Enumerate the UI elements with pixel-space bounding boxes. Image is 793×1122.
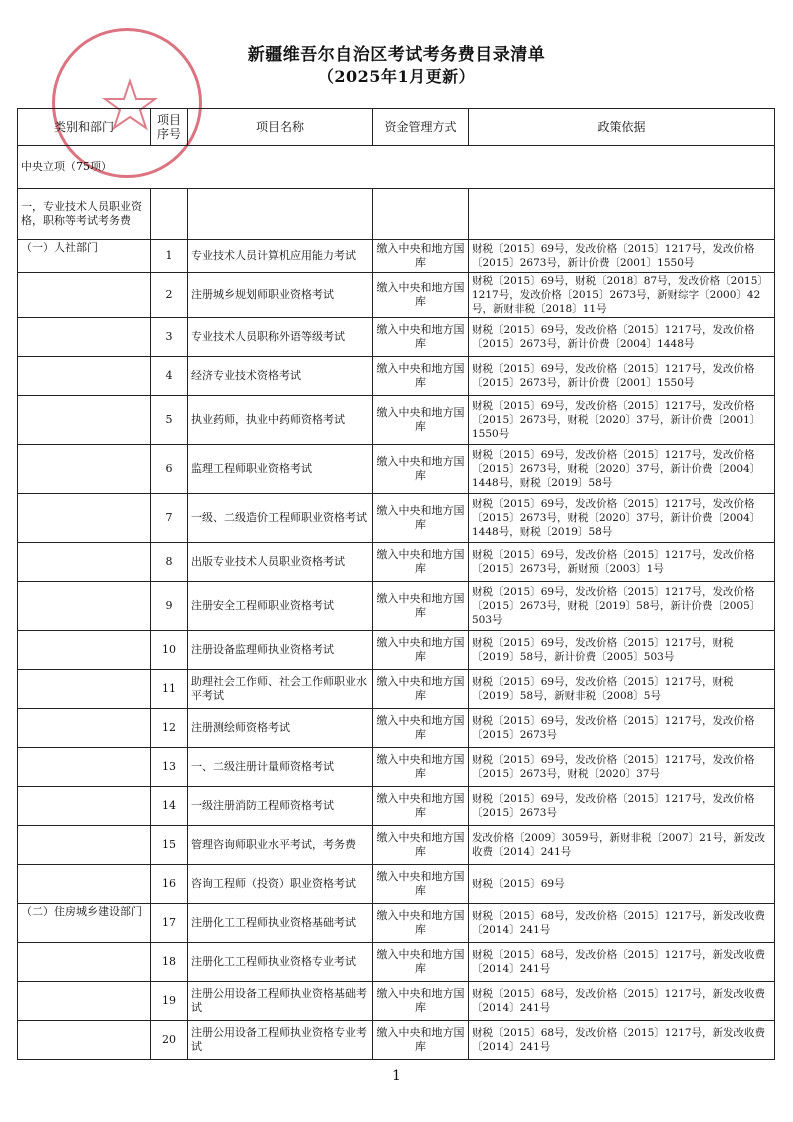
item-name: 专业技术人员职称外语等级考试 xyxy=(188,318,373,357)
table-row xyxy=(18,904,775,943)
page-number: 1 xyxy=(392,1068,401,1084)
fund-management: 缴入中央和地方国库 xyxy=(373,318,469,357)
item-name: 注册城乡规划师职业资格考试 xyxy=(188,273,373,318)
table-row xyxy=(18,709,775,748)
department-cell xyxy=(18,982,151,1021)
fund-management: 缴入中央和地方国库 xyxy=(373,904,469,943)
policy-basis: 财税〔2015〕69号，财税〔2018〕87号，发改价格〔2015〕1217号，发改价格〔2015〕2673号，新财综字〔2000〕42号，新财非税〔2018〕11号 xyxy=(469,273,775,318)
item-name: 注册安全工程师职业资格考试 xyxy=(188,582,373,631)
item-name: 注册公用设备工程师执业资格专业考试 xyxy=(188,1021,373,1060)
policy-basis: 财税〔2015〕69号，发改价格〔2015〕1217号，发改价格〔2015〕2673号，财税〔2020〕37号，新计价费〔2001〕1550号 xyxy=(469,396,775,445)
fund-management: 缴入中央和地方国库 xyxy=(373,709,469,748)
fund-management: 缴入中央和地方国库 xyxy=(373,982,469,1021)
department-cell xyxy=(18,943,151,982)
table-row xyxy=(18,748,775,787)
section-row xyxy=(18,146,775,189)
item-number: 1 xyxy=(151,240,188,273)
item-name: 注册公用设备工程师执业资格基础考试 xyxy=(188,982,373,1021)
item-number: 2 xyxy=(151,273,188,318)
table-row xyxy=(18,1021,775,1060)
fee-catalog-table xyxy=(17,108,775,1060)
department-cell xyxy=(18,631,151,670)
item-number: 6 xyxy=(151,445,188,494)
column-header: 政策依据 xyxy=(469,109,775,146)
policy-basis: 财税〔2015〕69号，发改价格〔2015〕1217号，发改价格〔2015〕2673号，新计价费〔2004〕1448号 xyxy=(469,318,775,357)
item-number: 3 xyxy=(151,318,188,357)
policy-basis: 财税〔2015〕69号，发改价格〔2015〕1217号，发改价格〔2015〕2673号 xyxy=(469,709,775,748)
fund-management: 缴入中央和地方国库 xyxy=(373,273,469,318)
table-row xyxy=(18,357,775,396)
table-row xyxy=(18,273,775,318)
table-row xyxy=(18,787,775,826)
fund-management: 缴入中央和地方国库 xyxy=(373,582,469,631)
table-cell xyxy=(469,189,775,240)
item-number: 19 xyxy=(151,982,188,1021)
item-number: 15 xyxy=(151,826,188,865)
department-cell xyxy=(18,709,151,748)
department-cell xyxy=(18,748,151,787)
item-number: 17 xyxy=(151,904,188,943)
item-name: 出版专业技术人员职业资格考试 xyxy=(188,543,373,582)
item-name: 管理咨询师职业水平考试，考务费 xyxy=(188,826,373,865)
fund-management: 缴入中央和地方国库 xyxy=(373,543,469,582)
item-number: 8 xyxy=(151,543,188,582)
table-row xyxy=(18,318,775,357)
policy-basis: 财税〔2015〕68号，发改价格〔2015〕1217号，新发改收费〔2014〕241号 xyxy=(469,982,775,1021)
column-header: 项目名称 xyxy=(188,109,373,146)
fund-management: 缴入中央和地方国库 xyxy=(373,787,469,826)
table-cell xyxy=(373,189,469,240)
policy-basis: 财税〔2015〕69号，发改价格〔2015〕1217号，发改价格〔2015〕2673号，财税〔2020〕37号，新计价费〔2004〕1448号，财税〔2019〕58号 xyxy=(469,445,775,494)
policy-basis: 财税〔2015〕69号，发改价格〔2015〕1217号，财税〔2019〕58号，新计价费〔2005〕503号 xyxy=(469,631,775,670)
policy-basis: 财税〔2015〕69号 xyxy=(469,865,775,904)
item-name: 监理工程师职业资格考试 xyxy=(188,445,373,494)
item-number: 13 xyxy=(151,748,188,787)
column-header: 项目序号 xyxy=(151,109,188,146)
policy-basis: 财税〔2015〕68号，发改价格〔2015〕1217号，新发改收费〔2014〕241号 xyxy=(469,1021,775,1060)
table-row xyxy=(18,582,775,631)
table-row xyxy=(18,543,775,582)
fund-management: 缴入中央和地方国库 xyxy=(373,826,469,865)
fund-management: 缴入中央和地方国库 xyxy=(373,865,469,904)
category-row xyxy=(18,189,775,240)
item-number: 11 xyxy=(151,670,188,709)
table-cell xyxy=(188,189,373,240)
department-cell: （一）人社部门 xyxy=(18,240,151,273)
department-cell xyxy=(18,582,151,631)
department-cell xyxy=(18,318,151,357)
fund-management: 缴入中央和地方国库 xyxy=(373,631,469,670)
fund-management: 缴入中央和地方国库 xyxy=(373,1021,469,1060)
table-row xyxy=(18,982,775,1021)
table-row xyxy=(18,826,775,865)
item-number: 14 xyxy=(151,787,188,826)
department-cell xyxy=(18,670,151,709)
department-cell: （二）住房城乡建设部门 xyxy=(18,904,151,943)
item-name: 注册化工工程师执业资格基础考试 xyxy=(188,904,373,943)
fund-management: 缴入中央和地方国库 xyxy=(373,494,469,543)
table-header-row xyxy=(18,109,775,146)
table-row xyxy=(18,240,775,273)
table-row xyxy=(18,445,775,494)
item-number: 5 xyxy=(151,396,188,445)
table-row xyxy=(18,631,775,670)
column-header: 资金管理方式 xyxy=(373,109,469,146)
item-name: 一级、二级造价工程师职业资格考试 xyxy=(188,494,373,543)
section-label: 中央立项（75项） xyxy=(18,146,775,189)
table-cell xyxy=(151,189,188,240)
fund-management: 缴入中央和地方国库 xyxy=(373,670,469,709)
department-cell xyxy=(18,1021,151,1060)
item-number: 10 xyxy=(151,631,188,670)
department-cell xyxy=(18,494,151,543)
policy-basis: 财税〔2015〕69号，发改价格〔2015〕1217号，发改价格〔2015〕2673号，新计价费〔2001〕1550号 xyxy=(469,357,775,396)
document-subtitle: （2025年1月更新） xyxy=(317,67,476,86)
policy-basis: 财税〔2015〕68号，发改价格〔2015〕1217号，新发改收费〔2014〕241号 xyxy=(469,943,775,982)
item-number: 16 xyxy=(151,865,188,904)
table-row xyxy=(18,943,775,982)
item-number: 12 xyxy=(151,709,188,748)
department-cell xyxy=(18,826,151,865)
policy-basis: 财税〔2015〕69号，发改价格〔2015〕1217号，发改价格〔2015〕2673号，财税〔2019〕58号，新计价费〔2005〕503号 xyxy=(469,582,775,631)
document-title: 新疆维吾尔自治区考试考务费目录清单 xyxy=(247,45,546,65)
item-number: 7 xyxy=(151,494,188,543)
policy-basis: 财税〔2015〕69号，发改价格〔2015〕1217号，财税〔2019〕58号，新财非税〔2008〕5号 xyxy=(469,670,775,709)
policy-basis: 财税〔2015〕69号，发改价格〔2015〕1217号，发改价格〔2015〕2673号，财税〔2020〕37号，新计价费〔2004〕1448号，财税〔2019〕58号 xyxy=(469,494,775,543)
policy-basis: 财税〔2015〕69号，发改价格〔2015〕1217号，发改价格〔2015〕2673号，财税〔2020〕37号 xyxy=(469,748,775,787)
department-cell xyxy=(18,357,151,396)
fund-management: 缴入中央和地方国库 xyxy=(373,445,469,494)
policy-basis: 财税〔2015〕69号，发改价格〔2015〕1217号，发改价格〔2015〕2673号，新计价费〔2001〕1550号 xyxy=(469,240,775,273)
fund-management: 缴入中央和地方国库 xyxy=(373,396,469,445)
fund-management: 缴入中央和地方国库 xyxy=(373,357,469,396)
department-cell xyxy=(18,865,151,904)
department-cell xyxy=(18,445,151,494)
fund-management: 缴入中央和地方国库 xyxy=(373,943,469,982)
item-number: 18 xyxy=(151,943,188,982)
item-name: 专业技术人员计算机应用能力考试 xyxy=(188,240,373,273)
item-name: 一级注册消防工程师资格考试 xyxy=(188,787,373,826)
policy-basis: 财税〔2015〕68号，发改价格〔2015〕1217号，新发改收费〔2014〕241号 xyxy=(469,904,775,943)
item-number: 9 xyxy=(151,582,188,631)
table-row xyxy=(18,670,775,709)
department-cell xyxy=(18,273,151,318)
item-number: 20 xyxy=(151,1021,188,1060)
item-number: 4 xyxy=(151,357,188,396)
item-name: 执业药师，执业中药师资格考试 xyxy=(188,396,373,445)
fund-management: 缴入中央和地方国库 xyxy=(373,748,469,787)
department-cell xyxy=(18,543,151,582)
policy-basis: 财税〔2015〕69号，发改价格〔2015〕1217号，发改价格〔2015〕2673号 xyxy=(469,787,775,826)
table-row xyxy=(18,494,775,543)
department-cell xyxy=(18,787,151,826)
item-name: 一、二级注册计量师资格考试 xyxy=(188,748,373,787)
policy-basis: 财税〔2015〕69号，发改价格〔2015〕1217号，发改价格〔2015〕2673号，新财预〔2003〕1号 xyxy=(469,543,775,582)
table-row xyxy=(18,865,775,904)
table-row xyxy=(18,396,775,445)
item-name: 经济专业技术资格考试 xyxy=(188,357,373,396)
department-cell xyxy=(18,396,151,445)
fund-management: 缴入中央和地方国库 xyxy=(373,240,469,273)
column-header: 类别和部门 xyxy=(18,109,151,146)
item-name: 注册设备监理师执业资格考试 xyxy=(188,631,373,670)
policy-basis: 发改价格〔2009〕3059号，新财非税〔2007〕21号，新发改收费〔2014〕241号 xyxy=(469,826,775,865)
category-label: 一，专业技术人员职业资格，职称等考试考务费 xyxy=(18,189,151,240)
item-name: 助理社会工作师、社会工作师职业水平考试 xyxy=(188,670,373,709)
item-name: 注册化工工程师执业资格专业考试 xyxy=(188,943,373,982)
item-name: 咨询工程师（投资）职业资格考试 xyxy=(188,865,373,904)
item-name: 注册测绘师资格考试 xyxy=(188,709,373,748)
